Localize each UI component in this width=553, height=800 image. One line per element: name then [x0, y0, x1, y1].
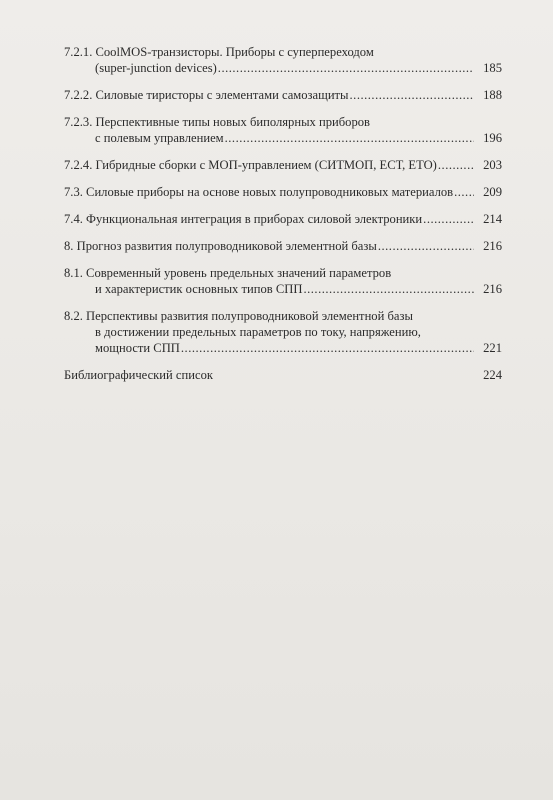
- toc-entry: [64, 367, 502, 383]
- dot-leader: [378, 238, 474, 254]
- toc-entry-title-line: и характеристик основных типов СПП: [95, 282, 303, 296]
- toc-entry: [64, 308, 502, 356]
- toc-entry-title-line: 8.1. Современный уровень предельных значений параметров: [64, 266, 392, 280]
- table-of-contents: [64, 44, 502, 394]
- toc-page-number: 203: [483, 158, 502, 172]
- toc-page-number: 209: [483, 185, 502, 199]
- toc-entry: [64, 114, 502, 146]
- toc-page-number: 216: [483, 239, 502, 253]
- toc-entry-title-line: в достижении предельных параметров по току, напряжению,: [95, 325, 421, 339]
- toc-entry-row: [64, 340, 502, 356]
- toc-entry: [64, 238, 502, 254]
- toc-page-number: 188: [483, 88, 502, 102]
- toc-entry-title-line: с полевым управлением: [95, 131, 224, 145]
- toc-entry-row: [64, 130, 502, 146]
- toc-page-number: 214: [483, 212, 502, 226]
- toc-entry-title-line: 7.2.2. Силовые тиристоры с элементами самозащиты: [64, 88, 349, 102]
- toc-entry-title-line: 7.2.1. CoolMOS-транзисторы. Приборы с суперпереходом: [64, 45, 374, 59]
- toc-entry: [64, 265, 502, 297]
- toc-page-number: 185: [483, 61, 502, 75]
- toc-entry-row: [64, 60, 502, 76]
- toc-page-number: 216: [483, 282, 502, 296]
- toc-entry-row: [64, 367, 502, 383]
- toc-entry-row: [64, 211, 502, 227]
- toc-page-number: 196: [483, 131, 502, 145]
- dot-leader: [438, 157, 474, 173]
- toc-entry-title-line: 7.2.4. Гибридные сборки с МОП-управлением (СИТМОП, ЕСТ, ЕТО): [64, 158, 437, 172]
- toc-entry: [64, 44, 502, 76]
- toc-entry-title-line: 7.4. Функциональная интеграция в приборах силовой электроники: [64, 212, 423, 226]
- toc-entry-title-line: 7.2.3. Перспективные типы новых биполярных приборов: [64, 115, 371, 129]
- dot-leader: [218, 60, 474, 76]
- dot-leader: [303, 281, 474, 297]
- toc-entry-title-line: Библиографический список: [64, 368, 213, 382]
- toc-entry-title-line: мощности СПП: [95, 341, 180, 355]
- toc-entry: [64, 87, 502, 103]
- toc-entry-title-line: (super-junction devices): [95, 61, 217, 75]
- dot-leader: [423, 211, 474, 227]
- toc-entry: [64, 184, 502, 200]
- toc-page-number: 224: [483, 368, 502, 382]
- toc-entry-row: [64, 184, 502, 200]
- dot-leader: [181, 340, 474, 356]
- dot-leader: [350, 87, 474, 103]
- toc-entry-row: [64, 157, 502, 173]
- toc-page-number: 221: [483, 341, 502, 355]
- toc-entry: [64, 211, 502, 227]
- toc-entry: [64, 157, 502, 173]
- toc-entry-title-line: 7.3. Силовые приборы на основе новых полупроводниковых материалов: [64, 185, 454, 199]
- toc-entry-row: [64, 238, 502, 254]
- toc-entry-row: [64, 87, 502, 103]
- dot-leader: [225, 130, 474, 146]
- toc-entry-title-line: 8.2. Перспективы развития полупроводниковой элементной базы: [64, 309, 413, 323]
- dot-leader: [454, 184, 474, 200]
- toc-entry-title-line: 8. Прогноз развития полупроводниковой элементной базы: [64, 239, 377, 253]
- toc-entry-row: [64, 281, 502, 297]
